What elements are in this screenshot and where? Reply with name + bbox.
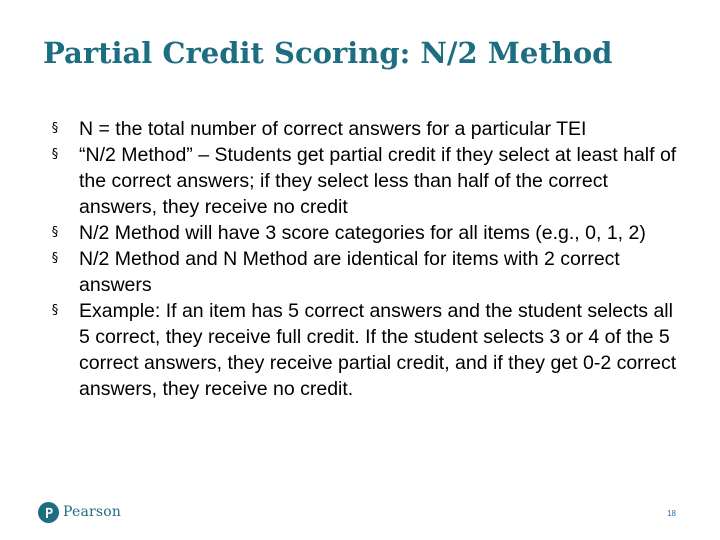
pearson-logo xyxy=(38,502,121,523)
bullet-marker-icon: § xyxy=(51,225,59,240)
bullet-marker-icon: § xyxy=(51,147,59,162)
pearson-p-icon xyxy=(38,502,59,523)
slide-title: Partial Credit Scoring: N/2 Method xyxy=(43,36,613,70)
page-number: 18 xyxy=(667,509,676,518)
bullet-item xyxy=(48,246,688,298)
bullet-item xyxy=(48,142,688,220)
bullet-text: N/2 Method will have 3 score categories for all items (e.g., 0, 1, 2) xyxy=(79,222,646,244)
bullet-text: “N/2 Method” – Students get partial credit if they select at least half of the correct answers; if they select less than half of the correct answers, they receive no credit xyxy=(79,144,677,218)
bullet-text: N = the total number of correct answers for a particular TEI xyxy=(79,118,587,140)
bullet-item xyxy=(48,220,688,246)
bullet-item xyxy=(48,298,688,402)
bullet-marker-icon: § xyxy=(51,251,59,266)
bullet-text: Example: If an item has 5 correct answers and the student selects all 5 correct, they receive full credit. If the student selects 3 or 4 of the 5 correct answers, they receive partial credit, and if they get 0-2 correct answers, they receive no credit. xyxy=(79,300,677,400)
bullet-text: N/2 Method and N Method are identical for items with 2 correct answers xyxy=(79,248,620,296)
bullet-marker-icon: § xyxy=(51,121,59,136)
bullet-item xyxy=(48,116,688,142)
bullet-list xyxy=(48,116,688,402)
bullet-marker-icon: § xyxy=(51,303,59,318)
pearson-logo-text: Pearson xyxy=(63,504,122,520)
